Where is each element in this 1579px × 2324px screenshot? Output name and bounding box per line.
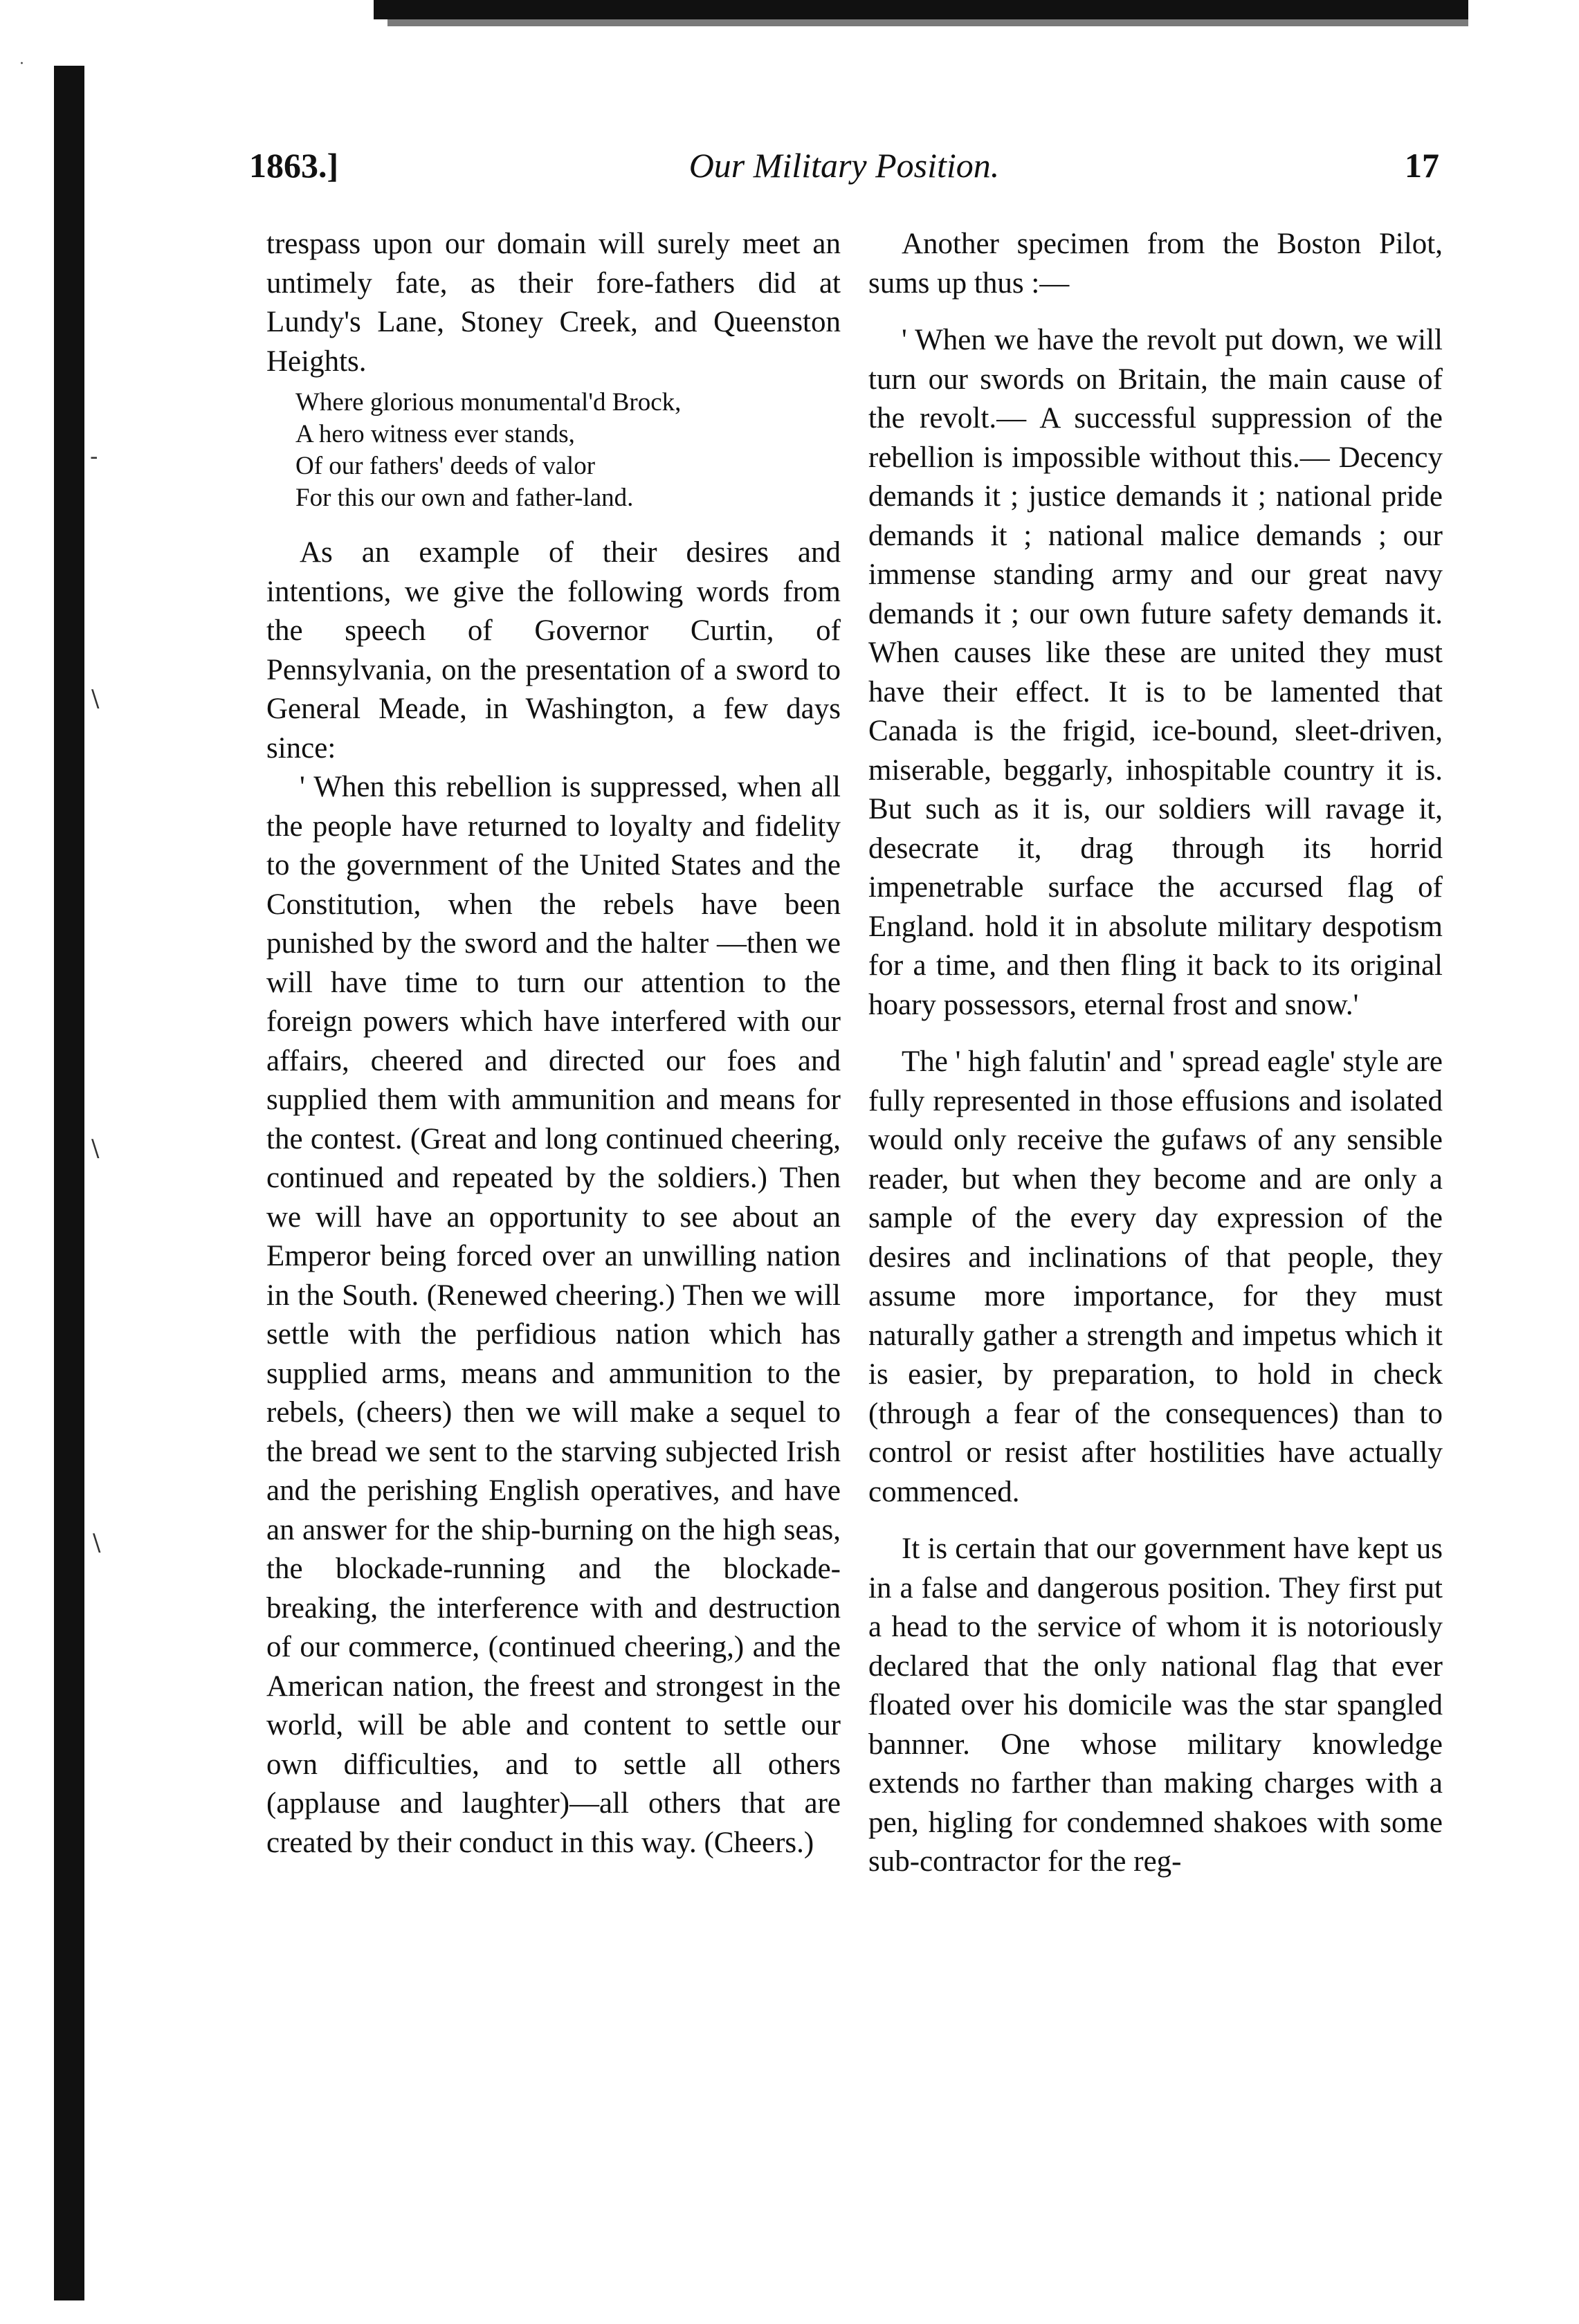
paragraph: Another specimen from the Boston Pilot, sums up thus :— xyxy=(868,228,1443,300)
left-column xyxy=(266,225,841,1863)
right-column xyxy=(868,225,1443,1882)
paragraph: It is certain that our government have kept us in a false and dangerous position. They first put a head to the service of whom it is notoriously declared that the only national flag that ever floated over his domicile was the star spangled bannner. One whose military knowledge extends no farther than making charges with a pen, higling for condemned shakoes with some sub-contractor for the reg- xyxy=(868,1532,1443,1878)
quoted-article: ' When we have the revolt put down, we will turn our swords on Britain, the main cause of the revolt.— A successful suppression of the rebellion is impossible without this.— Decency demands it ; justice demands it ; national pride demands it ; national malice demands ; our immense standing army and our great navy demands it ; our own future safety demands it. When causes like these are united they must have their effect. It is to be lamented that Canada is the frigid, ice-bound, sleet-driven, miserable, beggarly, inhospitable country it is. But such as it is, our soldiers will ravage it, desecrate it, drag through its horrid impenetrable surface the accursed flag of England. hold it in absolute military despotism for a time, and then fling it back to its original hoary possessors, eternal frost and snow.' xyxy=(868,324,1443,1021)
header-title: Our Military Position. xyxy=(688,146,1000,185)
page-number: 17 xyxy=(1405,146,1439,185)
scan-speck: · xyxy=(19,55,24,73)
header-year: 1863.] xyxy=(249,146,339,185)
book-spine-shadow xyxy=(54,66,84,2300)
top-edge-fade xyxy=(387,19,1468,26)
margin-mark: \ xyxy=(91,685,100,713)
verse-line: A hero witness ever stands, xyxy=(295,420,575,448)
margin-mark: - xyxy=(90,443,98,470)
running-header xyxy=(249,145,1439,194)
top-edge-shadow xyxy=(374,0,1468,19)
verse-line: For this our own and father-land. xyxy=(295,484,634,512)
verse-quote xyxy=(295,387,841,514)
paragraph: trespass upon our domain will surely meet an untimely fate, as their fore-fathers did at Lundy's Lane, Stoney Creek, and Queenston Heights. xyxy=(266,228,841,378)
paragraph: As an example of their desires and intentions, we give the following words from the speech of Governor Curtin, of Pennsylvania, on the presentation of a sword to General Meade, in Washington, a few days since: xyxy=(266,536,841,765)
margin-mark: \ xyxy=(93,1529,101,1557)
verse-line: Of our fathers' deeds of valor xyxy=(295,452,596,480)
margin-mark: \ xyxy=(91,1135,100,1162)
verse-line: Where glorious monumental'd Brock, xyxy=(295,388,682,417)
quoted-speech: ' When this rebellion is suppressed, when all the people have returned to loyalty and fidelity to the government of the United States and the Constitution, when the rebels have been punished by the sword and the halter —then we will have time to turn our attention to the foreign powers which have interfered with our affairs, cheered and directed our foes and supplied them with ammunition and means for the contest. (Great and long continued cheering, continued and repeated by the soldiers.) Then we will have an opportunity to see about an Emperor being forced over an unwilling nation in the South. (Renewed cheering.) Then we will settle with the perfidious nation which has supplied arms, means and ammunition to the rebels, (cheers) then we will make a sequel to the bread we sent to the starving subjected Irish and the perishing English operatives, and have an answer for the ship-burning on the high seas, the blockade-running and the blockade-breaking, the interference with and destruction of our commerce, (continued cheering,) and the American nation, the freest and strongest in the world, will be able and content to settle our own difficulties, and to settle all others (applause and laughter)—all others that are created by their conduct in this way. (Cheers.) xyxy=(266,771,841,1859)
paragraph: The ' high falutin' and ' spread eagle' style are fully represented in those effusions and isolated would only receive the gufaws of any sensible reader, but when they become and are only a sample of the every day expression of the desires and inclinations of that people, they assume more importance, for they must naturally gather a strength and impetus which it is easier, by preparation, to hold in check (through a fear of the consequences) than to control or resist after hostilities have actually commenced. xyxy=(868,1045,1443,1508)
